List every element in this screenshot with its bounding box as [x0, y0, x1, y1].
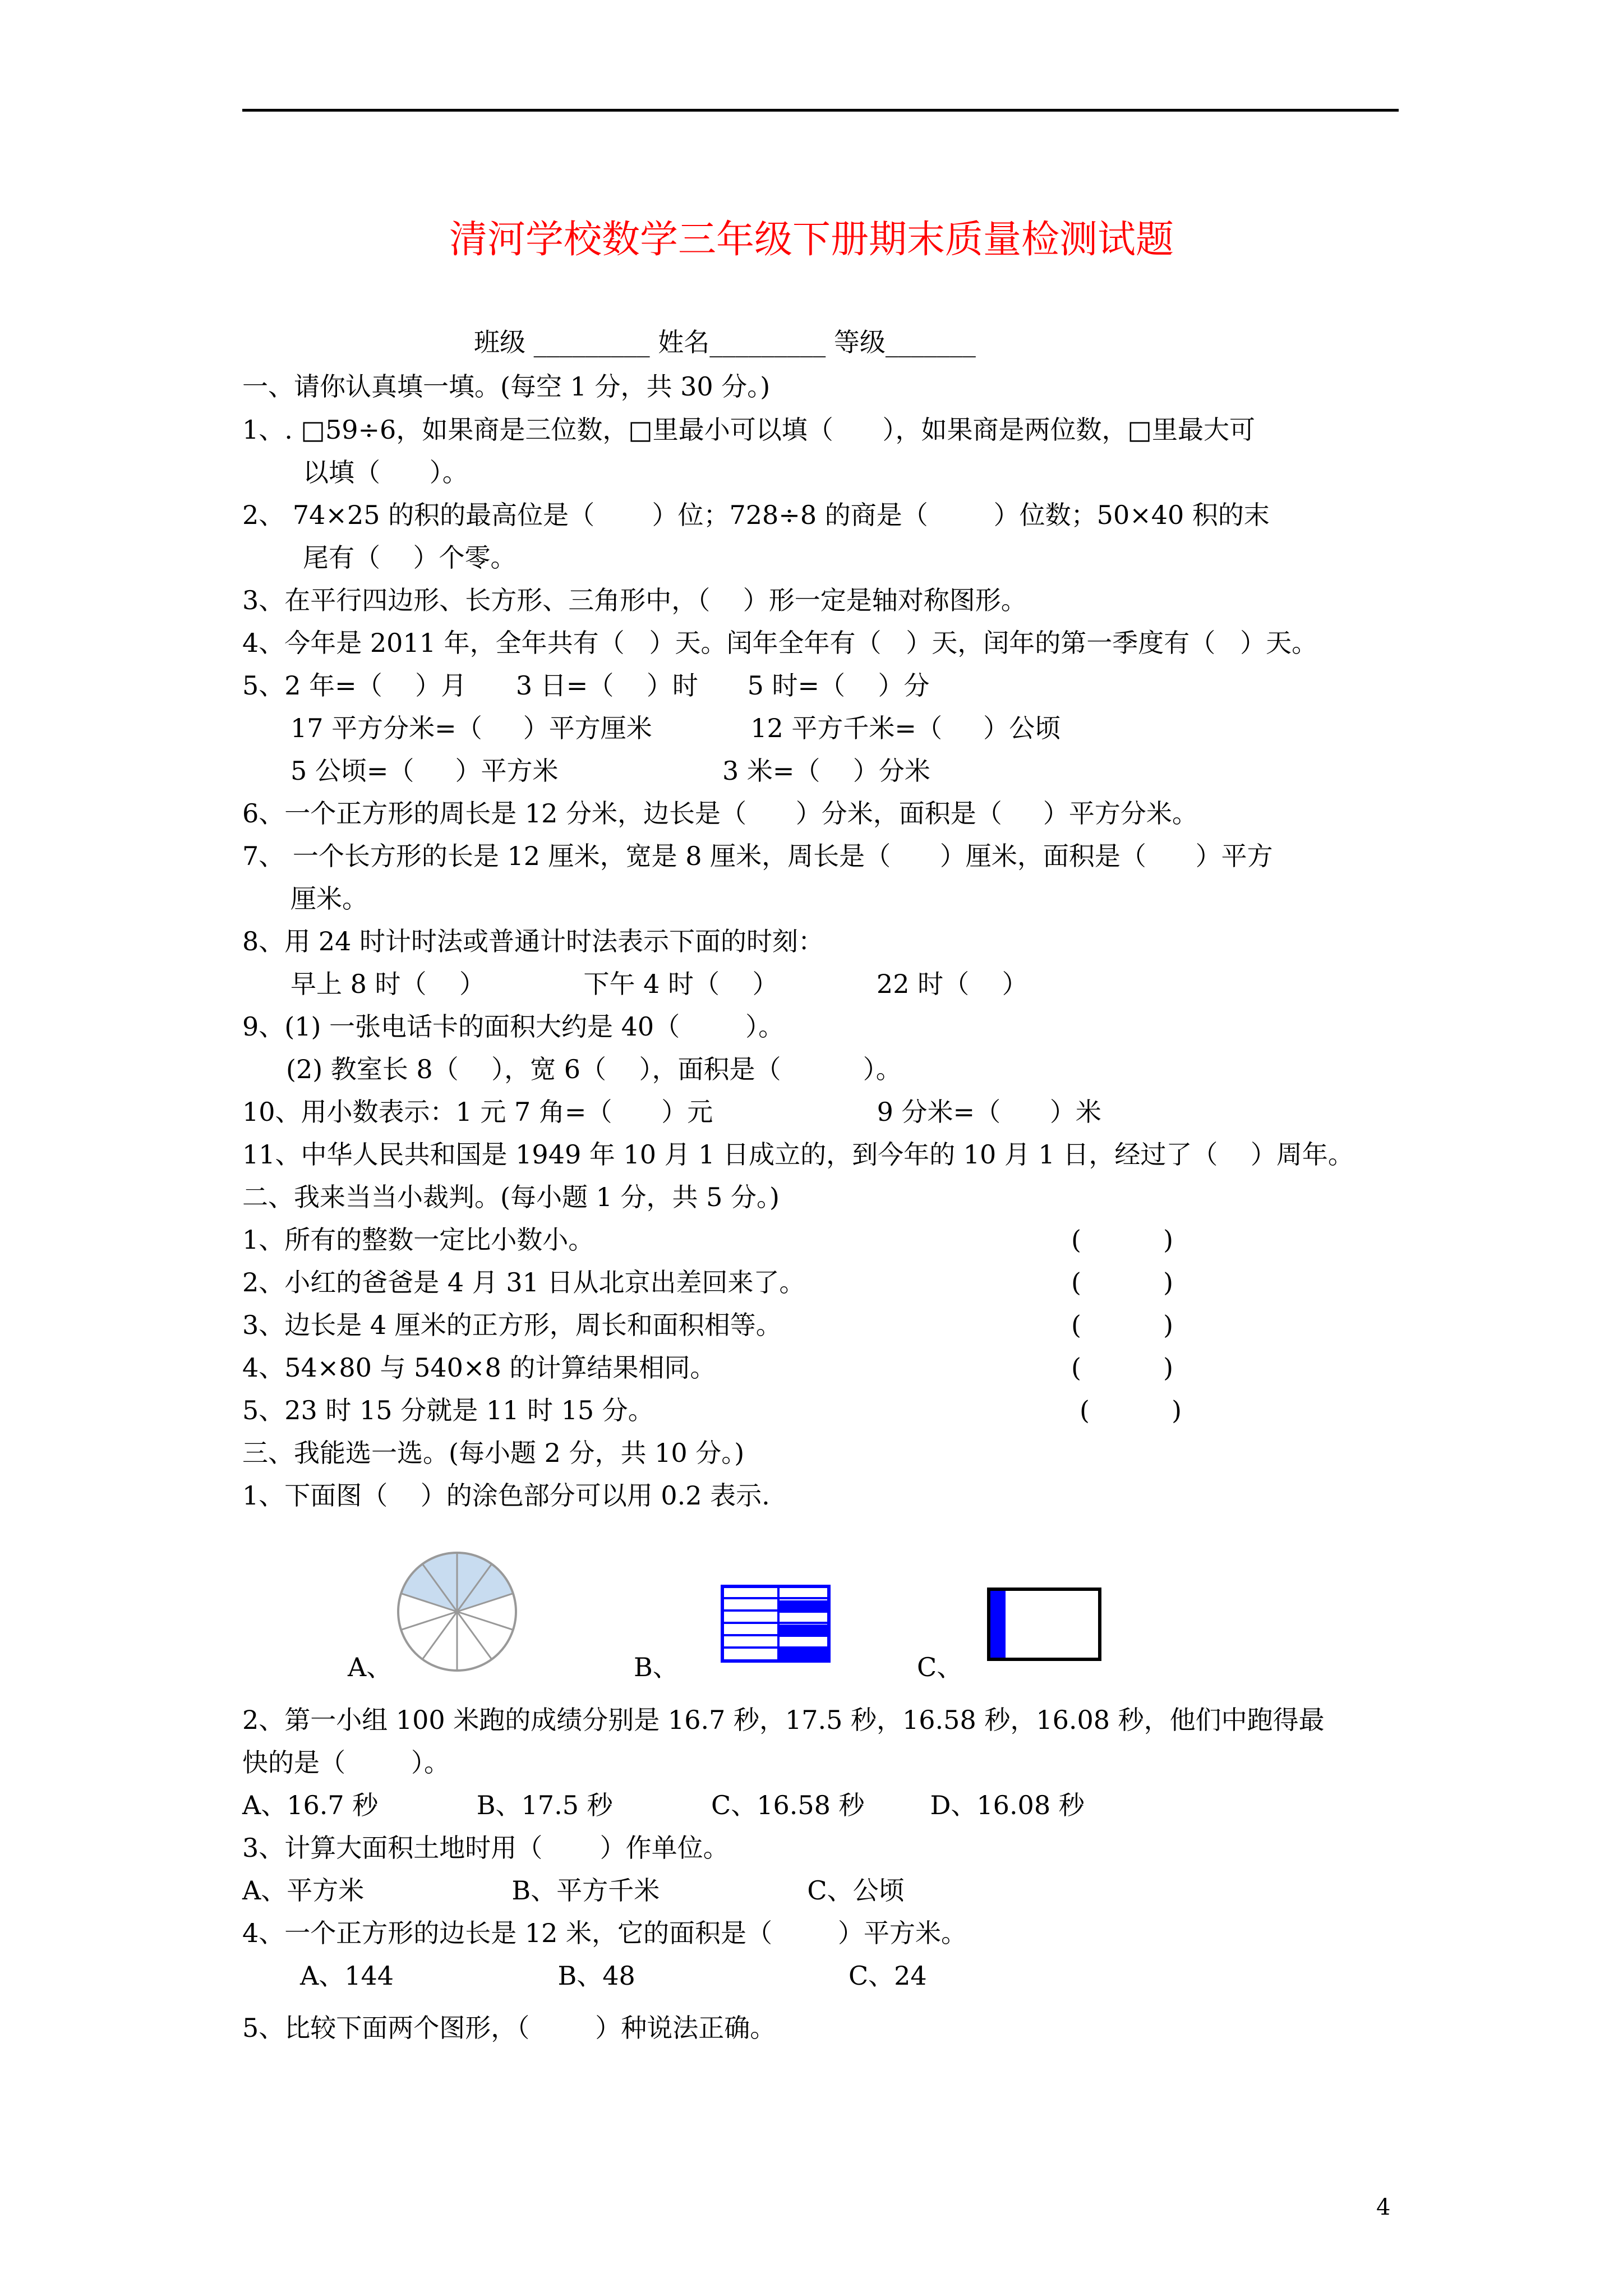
- choice-q2-line-2: 快的是（ ）。: [242, 1747, 450, 1778]
- judge-bracket-2: ( ): [1071, 1267, 1174, 1297]
- q9-line-2: (2) 教室长 8（ ），宽 6（ ），面积是（ ）。: [286, 1054, 902, 1084]
- q11-line: 11、中华人民共和国是 1949 年 10 月 1 日成立的，到今年的 10 月 1 日，经过了（ ）周年。: [242, 1139, 1354, 1170]
- judge-item-4: 4、54×80 与 540×8 的计算结果相同。: [242, 1352, 716, 1383]
- judge-bracket-4: ( ): [1071, 1352, 1174, 1383]
- header-fields: 班级 _________ 姓名_________ 等级_______: [474, 327, 976, 357]
- top-rule: [242, 109, 1399, 112]
- q5-line-1: 5、2 年=（ ）月 3 日=（ ）时 5 时=（ ）分: [242, 670, 930, 701]
- page-number: 4: [1376, 2194, 1391, 2220]
- figure-label-a: A、: [348, 1652, 393, 1682]
- judge-bracket-5: ( ): [1080, 1395, 1182, 1425]
- choice-q4-options: A、144 B、48 C、24: [300, 1961, 927, 1991]
- choice-q3-options: A、平方米 B、平方千米 C、公顷: [242, 1875, 905, 1906]
- q9-line-1: 9、(1) 一张电话卡的面积大约是 40（ ）。: [242, 1011, 785, 1042]
- circle-tenths-figure: [387, 1551, 527, 1674]
- figure-label-b: B、: [634, 1652, 679, 1682]
- grid-rectangle-figure: [721, 1585, 833, 1663]
- figure-label-c: C、: [917, 1652, 963, 1682]
- judge-bracket-1: ( ): [1071, 1225, 1174, 1255]
- section-3-heading: 三、我能选一选。(每小题 2 分，共 10 分。): [242, 1438, 745, 1468]
- q8-line-2: 早上 8 时（ ） 下午 4 时（ ） 22 时（ ）: [291, 969, 1028, 999]
- q6-line: 6、一个正方形的周长是 12 分米，边长是（ ）分米，面积是（ ）平方分米。: [242, 798, 1198, 829]
- choice-q4: 4、一个正方形的边长是 12 米，它的面积是（ ）平方米。: [242, 1918, 967, 1948]
- q2-line-1: 2、 74×25 的积的最高位是（ ）位；728÷8 的商是（ ）位数；50×40 积的末: [242, 500, 1270, 530]
- section-2-heading: 二、我来当当小裁判。(每小题 1 分，共 5 分。): [242, 1182, 780, 1212]
- judge-bracket-3: ( ): [1071, 1310, 1174, 1340]
- q5-line-3: 5 公顷=（ ）平方米 3 米=（ ）分米: [291, 756, 930, 786]
- q10-line: 10、用小数表示：1 元 7 角=（ ）元 9 分米=（ ）米: [242, 1097, 1101, 1127]
- page-title: 清河学校数学三年级下册期末质量检测试题: [449, 218, 1174, 262]
- judge-item-3: 3、边长是 4 厘米的正方形，周长和面积相等。: [242, 1310, 782, 1340]
- q4-line: 4、今年是 2011 年，全年共有（ ）天。闰年全年有（ ）天，闰年的第一季度有（ ）天。: [242, 628, 1318, 658]
- q3-line: 3、在平行四边形、长方形、三角形中，（ ）形一定是轴对称图形。: [242, 585, 1027, 615]
- q5-line-2: 17 平方分米=（ ）平方厘米 12 平方千米=（ ）公顷: [291, 713, 1061, 743]
- judge-item-1: 1、所有的整数一定比小数小。: [242, 1225, 594, 1255]
- q1-line-2: 以填（ ）。: [303, 457, 468, 487]
- q8-line-1: 8、用 24 时计时法或普通计时法表示下面的时刻：: [242, 926, 824, 956]
- q7-line-2: 厘米。: [291, 884, 368, 914]
- section-1-heading: 一、请你认真填一填。(每空 1 分，共 30 分。): [242, 371, 771, 402]
- choice-q5: 5、比较下面两个图形，（ ）种说法正确。: [242, 2013, 776, 2043]
- judge-item-5: 5、23 时 15 分就是 11 时 15 分。: [242, 1395, 654, 1425]
- judge-item-2: 2、小红的爸爸是 4 月 31 日从北京出差回来了。: [242, 1267, 805, 1297]
- bar-rectangle-figure: [987, 1588, 1105, 1663]
- choice-q2-options: A、16.7 秒 B、17.5 秒 C、16.58 秒 D、16.08 秒: [242, 1790, 1085, 1820]
- choice-q2-line-1: 2、第一小组 100 米跑的成绩分别是 16.7 秒，17.5 秒，16.58 秒，16.08 秒，他们中跑得最: [242, 1705, 1325, 1735]
- q2-line-2: 尾有（ ）个零。: [303, 542, 517, 573]
- q1-line-1: 1、. □59÷6，如果商是三位数，□里最小可以填（ ），如果商是两位数，□里最大可: [242, 415, 1255, 445]
- choice-q3: 3、计算大面积土地时用（ ）作单位。: [242, 1833, 729, 1863]
- q7-line-1: 7、 一个长方形的长是 12 厘米，宽是 8 厘米，周长是（ ）厘米，面积是（ ）平方: [242, 841, 1273, 871]
- choice-q1: 1、下面图（ ）的涂色部分可以用 0.2 表示.: [242, 1480, 770, 1511]
